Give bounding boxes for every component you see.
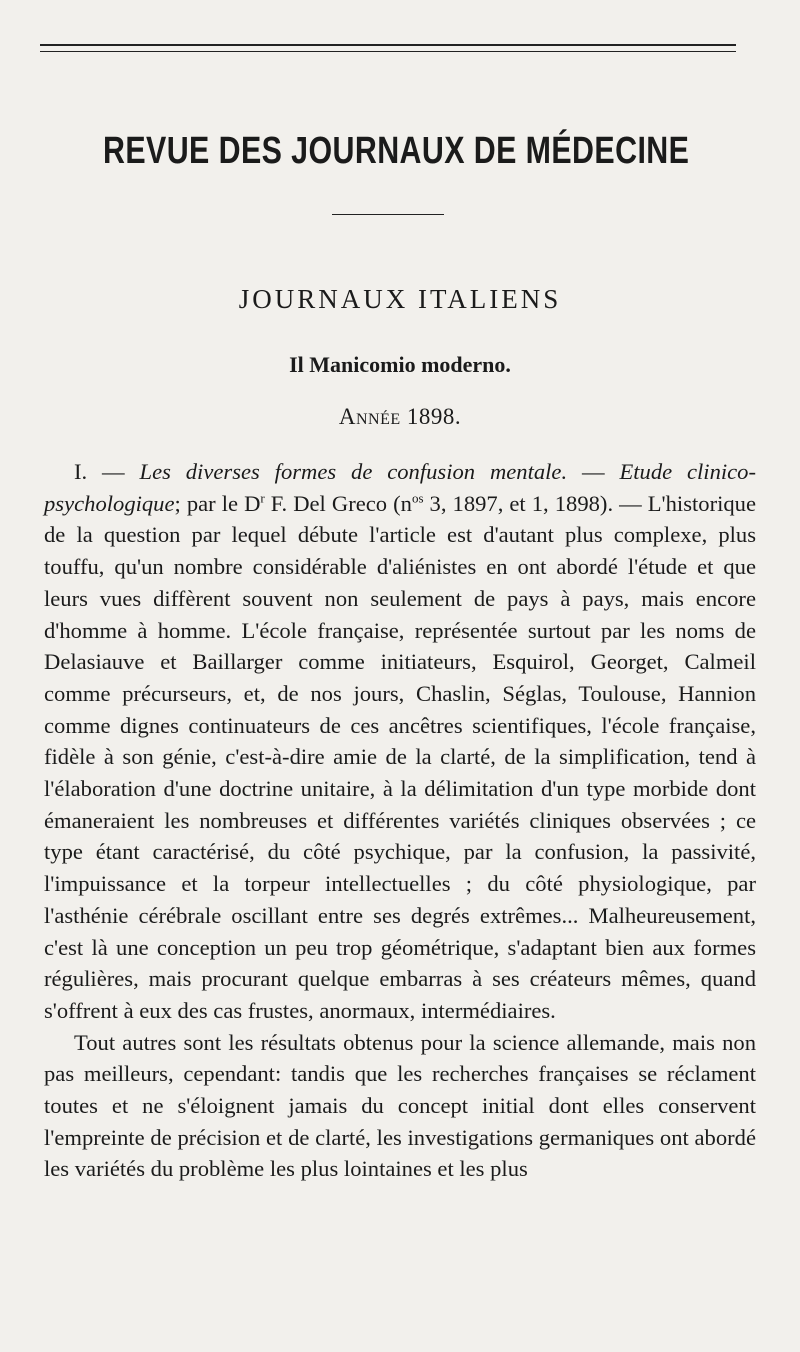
title-divider (332, 214, 444, 215)
byline-superscript: r (260, 490, 265, 506)
byline-superscript: os (411, 490, 424, 506)
article-subtitle: Etude clinico-psychologique (44, 459, 757, 516)
article-number: I. (74, 459, 88, 484)
year-value: 1898. (406, 404, 462, 429)
byline-text: ; par le D (174, 490, 261, 516)
article-body (44, 456, 756, 1185)
dash: — (567, 459, 620, 484)
year-prefix: Année (338, 404, 401, 429)
paragraph-1-text: 3, 1897, et 1, 1898). — L'historique de la question par lequel débute l'article est d'autant plus complexe, plus touffu, qu'un nombre considérable d'aliénistes en ont abordé l'étude et que leurs vues diffèrent souvent non seulement de pays à pays, mais encore d'homme à homme. L'école française, représentée surtout par les noms de Delasiauve et Baillarger comme initiateurs, Esquirol, Georget, Calmeil comme précurseurs, et, de nos jours, Chaslin, Séglas, Toulouse, Hannion comme dignes continuateurs de ces ancêtres scientifiques, l'école française, fidèle à son génie, c'est-à-dire amie de la clarté, de la simplification, tend à l'élaboration d'une doctrine unitaire, à la délimitation d'un type morbide dont émaneraient les nombreuses et différentes variétés cliniques observées ; ce type étant caractérisé, du côté psychique, par la confusion, la passivité, l'impuissance et la torpeur intellectuelles ; du côté physiologique, par l'asthénie cérébrale oscillant entre ses degrés extrêmes... Malheureusement, c'est là une conception un peu trop géométrique, s'adaptant bien aux formes régulières, mais procurant quelque embarras à ses créateurs mêmes, quand s'offrent à eux des cas frustes, anormaux, intermédiaires. (44, 490, 756, 1023)
article-title: Les diverses formes de confusion mentale. (139, 459, 568, 484)
header-rule-thin (40, 51, 736, 52)
dash: — (87, 459, 140, 484)
paragraph-2: Tout autres sont les résultats obtenus pour la science allemande, mais non pas meilleurs, cependant: tandis que les recherches françaises se réclament toutes et ne s'éloignent jamais du concept initial dont elles conservent l'empreinte de précision et de clarté, les investigations germaniques ont abordé les variétés du problème les plus lointaines et les plus (44, 1029, 756, 1182)
page-title: REVUE DES JOURNAUX DE MÉDECINE (103, 130, 690, 172)
journal-name: Il Manicomio moderno. (289, 352, 511, 377)
byline-text: F. Del Greco (n (264, 490, 412, 516)
section-title: JOURNAUX ITALIENS (238, 284, 562, 314)
header-rule-thick (40, 44, 736, 46)
journal-year (0, 404, 800, 430)
paragraph-1 (44, 456, 756, 1027)
